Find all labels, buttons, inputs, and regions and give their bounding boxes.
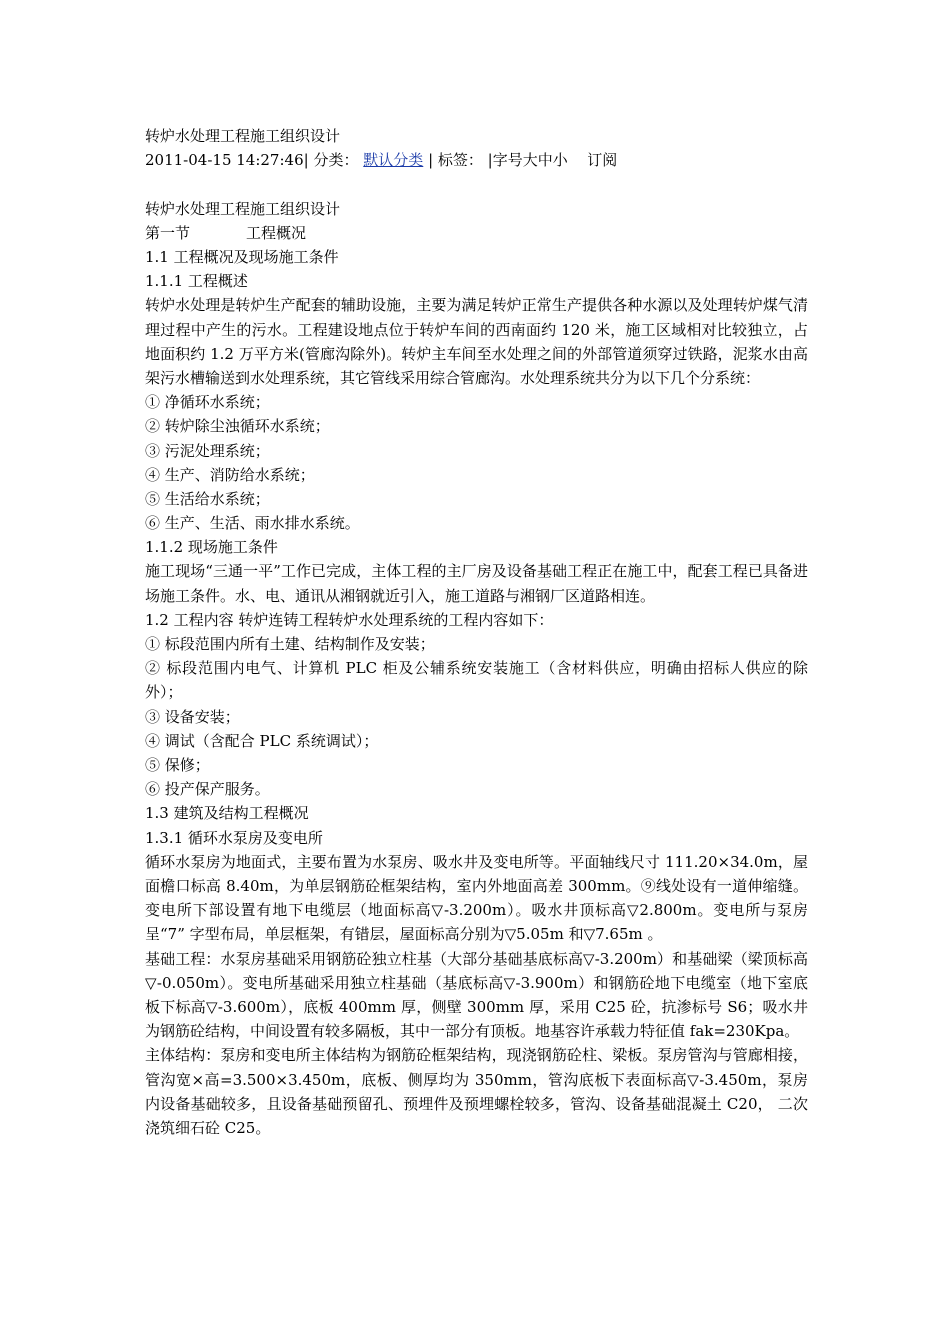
post-title: 转炉水处理工程施工组织设计 — [145, 127, 341, 145]
subsystem-item: ② 转炉除尘浊循环水系统； — [145, 417, 330, 436]
tags-label: | 标签： — [428, 151, 483, 170]
font-size-label[interactable]: |字号大中小 — [487, 151, 568, 170]
heading-1-3: 1.3 建筑及结构工程概况 — [145, 804, 309, 823]
category-link[interactable]: 默认分类 — [363, 151, 424, 170]
subsystem-item: ① 净循环水系统； — [145, 393, 270, 412]
document-page — [145, 124, 808, 1140]
scope-item: ⑤ 保修； — [145, 756, 210, 774]
structure-paragraph: 主体结构：泵房和变电所主体结构为钢筋砼框架结构，现浇钢筋砼柱、梁板。泵房管沟与管廊相接，管沟宽×高=3.500×3.450m，底板、侧厚均为 350mm，管沟底板下表面标高▽-3.450m，泵房内设备基础较多，且设备基础预留孔、预埋件及预埋螺栓较多，管沟、设备基础混凝土 C20， 二次浇筑细石砼 C25。 — [145, 1046, 808, 1137]
post-timestamp: 2011-04-15 14:27:46| — [145, 151, 309, 170]
subsystem-item: ⑤ 生活给水系统； — [145, 489, 270, 508]
scope-item: ② 标段范围内电气、计算机 PLC 柜及公辅系统安装施工（含材料供应，明确由招标人供应的除外）； — [145, 659, 808, 702]
category-label: 分类： — [313, 151, 359, 170]
overview-paragraph: 转炉水处理是转炉生产配套的辅助设施，主要为满足转炉正常生产提供各种水源以及处理转炉煤气清理过程中产生的污水。工程建设地点位于转炉车间的西南面约 120 米，施工区域相对比较独立，占地面积约 1.2 万平方米(管廊沟除外)。转炉主车间至水处理之间的外部管道须穿过铁路，泥浆水由高架污水槽输送到水处理系统，其它管线采用综合管廊沟。水处理系统共分为以下几个分系统： — [145, 296, 808, 387]
section-heading — [145, 221, 808, 245]
doc-title: 转炉水处理工程施工组织设计 — [145, 199, 341, 218]
subscribe-link[interactable]: 订阅 — [587, 151, 618, 170]
section-number: 第一节 — [145, 223, 191, 242]
foundation-paragraph: 基础工程：水泵房基础采用钢筋砼独立柱基（大部分基础基底标高▽-3.200m）和基础梁（梁顶标高▽-0.050m）。变电所基础采用独立柱基础（基底标高▽-3.900m）和钢筋砼地下电缆室（地下室底板下标高▽-3.600m），底板 400mm 厚，侧壁 300mm 厚，采用 C25 砼，抗渗标号 S6；吸水井为钢筋砼结构，中间设置有较多隔板，其中一部分有顶板。地基容许承载力特征值 fak=230Kpa。 — [145, 949, 808, 1041]
section-title: 工程概况 — [246, 223, 307, 242]
post-meta — [145, 148, 808, 172]
scope-item: ④ 调试（含配合 PLC 系统调试）； — [145, 731, 379, 750]
subsystem-item: ③ 污泥处理系统； — [145, 441, 270, 460]
heading-1-1: 1.1 工程概况及现场施工条件 — [145, 247, 339, 266]
spacer — [145, 172, 808, 196]
heading-1-2: 1.2 工程内容 转炉连铸工程转炉水处理系统的工程内容如下： — [145, 610, 554, 629]
heading-1-1-2: 1.1.2 现场施工条件 — [145, 538, 278, 557]
scope-item: ③ 设备安装； — [145, 707, 240, 726]
site-conditions-paragraph: 施工现场“三通一平”工作已完成，主体工程的主厂房及设备基础工程正在施工中，配套工程已具备进场施工条件。水、电、通讯从湘钢就近引入，施工道路与湘钢厂区道路相连。 — [145, 562, 808, 605]
subsystem-item: ④ 生产、消防给水系统； — [145, 465, 315, 484]
subsystem-item: ⑥ 生产、生活、雨水排水系统。 — [145, 514, 360, 533]
heading-1-3-1: 1.3.1 循环水泵房及变电所 — [145, 828, 323, 847]
scope-item: ① 标段范围内所有土建、结构制作及安装； — [145, 635, 435, 654]
scope-item: ⑥ 投产保产服务。 — [145, 780, 270, 799]
pump-house-paragraph: 循环水泵房为地面式，主要布置为水泵房、吸水井及变电所等。平面轴线尺寸 111.20×34.0m，屋面檐口标高 8.40m，为单层钢筋砼框架结构，室内外地面高差 300mm。⑨线处设有一道伸缩缝。变电所下部设置有地下电缆层（地面标高▽-3.200m）。吸水井顶标高▽2.800m。变电所与泵房呈“7” 字型布局，单层框架，有错层，屋面标高分别为▽5.05m 和▽7.65m 。 — [145, 852, 808, 944]
heading-1-1-1: 1.1.1 工程概述 — [145, 272, 248, 291]
